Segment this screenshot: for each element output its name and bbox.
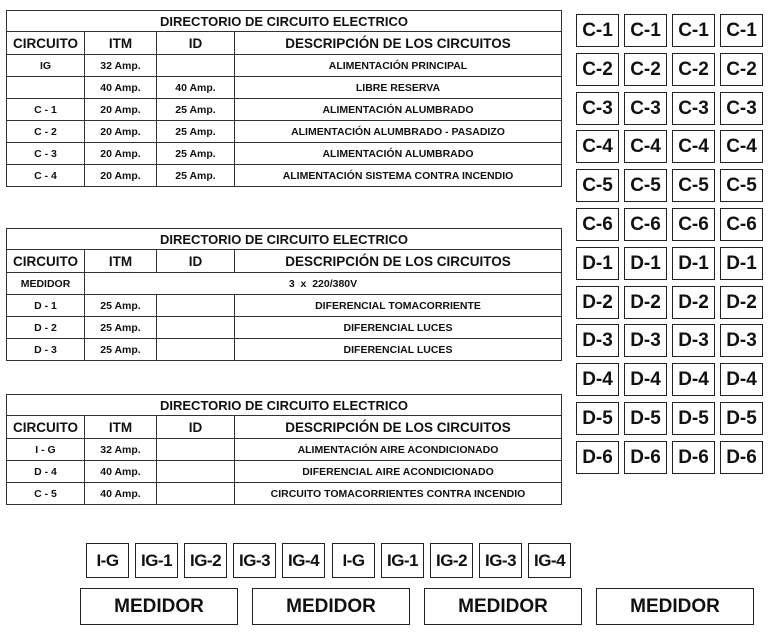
circuit-label: C-5 [720,169,763,202]
circuit-label: C-2 [576,53,619,86]
medidor-label: MEDIDOR [596,588,754,625]
table-row [7,339,562,361]
cell-descripcion: DIFERENCIAL TOMACORRIENTE [235,295,562,317]
breaker-label: IG-2 [430,543,473,578]
header-descripcion: DESCRIPCIÓN DE LOS CIRCUITOS [235,32,562,55]
circuit-label: D-6 [576,441,619,474]
cell-id: 25 Amp. [157,143,235,165]
circuit-label: D-5 [624,402,667,435]
circuit-label: C-2 [720,53,763,86]
circuit-label: C-3 [624,92,667,125]
cell-id [157,461,235,483]
header-itm: ITM [85,250,157,273]
circuit-label: C-3 [576,92,619,125]
circuit-label: C-3 [720,92,763,125]
circuit-label: C-4 [720,130,763,163]
table-row [7,439,562,461]
cell-itm: 25 Amp. [85,295,157,317]
header-circuito: CIRCUITO [7,250,85,273]
circuit-label: D-2 [720,286,763,319]
cell-circuito: C - 3 [7,143,85,165]
header-id: ID [157,250,235,273]
circuit-label: D-5 [576,402,619,435]
medidor-label: MEDIDOR [80,588,238,625]
table-row [7,77,562,99]
cell-itm: 32 Amp. [85,55,157,77]
circuit-label: D-3 [576,324,619,357]
medidor-label: MEDIDOR [424,588,582,625]
table-row [7,165,562,187]
cell-itm: 25 Amp. [85,339,157,361]
circuit-label: C-6 [720,208,763,241]
circuit-label: D-2 [672,286,715,319]
circuit-label: D-1 [624,247,667,280]
table-row [7,317,562,339]
cell-itm: 20 Amp. [85,165,157,187]
cell-circuito: D - 2 [7,317,85,339]
table-row [7,143,562,165]
cell-id: 25 Amp. [157,99,235,121]
circuit-label: D-4 [576,363,619,396]
breaker-label: I-G [86,543,129,578]
circuit-label: C-6 [624,208,667,241]
cell-id [157,483,235,505]
cell-descripcion: ALIMENTACIÓN ALUMBRADO [235,99,562,121]
circuit-label: C-6 [576,208,619,241]
table-title: DIRECTORIO DE CIRCUITO ELECTRICO [7,395,562,416]
header-descripcion: DESCRIPCIÓN DE LOS CIRCUITOS [235,416,562,439]
circuit-label: D-3 [672,324,715,357]
cell-circuito: C - 1 [7,99,85,121]
cell-descripcion: DIFERENCIAL LUCES [235,339,562,361]
cell-id [157,339,235,361]
cell-circuito: I - G [7,439,85,461]
cell-id [157,295,235,317]
circuit-label: C-4 [672,130,715,163]
table-row [7,55,562,77]
cell-itm: 20 Amp. [85,121,157,143]
circuit-label: D-1 [672,247,715,280]
cell-circuito: MEDIDOR [7,273,85,295]
breaker-label: IG-3 [233,543,276,578]
breaker-label: IG-2 [184,543,227,578]
header-descripcion: DESCRIPCIÓN DE LOS CIRCUITOS [235,250,562,273]
cell-descripcion: DIFERENCIAL AIRE ACONDICIONADO [235,461,562,483]
circuit-label: C-1 [624,14,667,47]
circuit-label: D-6 [720,441,763,474]
cell-circuito: C - 2 [7,121,85,143]
cell-id [157,55,235,77]
cell-itm: 20 Amp. [85,143,157,165]
cell-descripcion: ALIMENTACIÓN ALUMBRADO - PASADIZO [235,121,562,143]
breaker-label: IG-4 [528,543,571,578]
cell-circuito: C - 5 [7,483,85,505]
table-row [7,99,562,121]
header-id: ID [157,416,235,439]
cell-descripcion: ALIMENTACIÓN PRINCIPAL [235,55,562,77]
cell-id: 25 Amp. [157,165,235,187]
header-circuito: CIRCUITO [7,32,85,55]
circuit-label: D-3 [720,324,763,357]
cell-itm: 40 Amp. [85,77,157,99]
breaker-label: IG-4 [282,543,325,578]
cell-voltage: 3 x 220/380V [85,273,562,295]
circuit-label: D-3 [624,324,667,357]
cell-id: 40 Amp. [157,77,235,99]
circuit-label: D-6 [624,441,667,474]
circuit-label: D-1 [720,247,763,280]
cell-descripcion: ALIMENTACIÓN AIRE ACONDICIONADO [235,439,562,461]
circuit-label: C-1 [720,14,763,47]
circuit-label: D-4 [672,363,715,396]
circuit-directory-table-2 [6,228,562,361]
cell-id [157,317,235,339]
breaker-label: I-G [332,543,375,578]
breaker-label: IG-1 [135,543,178,578]
table-title: DIRECTORIO DE CIRCUITO ELECTRICO [7,229,562,250]
cell-circuito [7,77,85,99]
circuit-label: C-5 [624,169,667,202]
cell-circuito: IG [7,55,85,77]
circuit-label: D-1 [576,247,619,280]
circuit-label: C-2 [672,53,715,86]
table-row [7,121,562,143]
circuit-label: C-1 [576,14,619,47]
table-title: DIRECTORIO DE CIRCUITO ELECTRICO [7,11,562,32]
cell-descripcion: LIBRE RESERVA [235,77,562,99]
table-row [7,483,562,505]
cell-descripcion: ALIMENTACIÓN SISTEMA CONTRA INCENDIO [235,165,562,187]
circuit-directory-table-3 [6,394,562,505]
cell-circuito: D - 3 [7,339,85,361]
circuit-directory-table-1 [6,10,562,187]
medidor-label: MEDIDOR [252,588,410,625]
circuit-label: C-3 [672,92,715,125]
cell-itm: 32 Amp. [85,439,157,461]
cell-itm: 40 Amp. [85,483,157,505]
cell-circuito: C - 4 [7,165,85,187]
circuit-label: D-5 [672,402,715,435]
cell-itm: 20 Amp. [85,99,157,121]
cell-descripcion: DIFERENCIAL LUCES [235,317,562,339]
cell-circuito: D - 4 [7,461,85,483]
circuit-label: C-4 [624,130,667,163]
circuit-label: C-6 [672,208,715,241]
cell-descripcion: CIRCUITO TOMACORRIENTES CONTRA INCENDIO [235,483,562,505]
circuit-label: D-2 [624,286,667,319]
circuit-label: D-5 [720,402,763,435]
breaker-label: IG-3 [479,543,522,578]
header-id: ID [157,32,235,55]
circuit-label: D-4 [720,363,763,396]
circuit-label: D-4 [624,363,667,396]
circuit-label: C-2 [624,53,667,86]
circuit-label: D-6 [672,441,715,474]
circuit-label: C-5 [672,169,715,202]
medidor-row [7,273,562,295]
cell-itm: 40 Amp. [85,461,157,483]
circuit-label: C-1 [672,14,715,47]
cell-id [157,439,235,461]
header-itm: ITM [85,32,157,55]
header-circuito: CIRCUITO [7,416,85,439]
cell-id: 25 Amp. [157,121,235,143]
header-itm: ITM [85,416,157,439]
circuit-label: D-2 [576,286,619,319]
cell-itm: 25 Amp. [85,317,157,339]
cell-descripcion: ALIMENTACIÓN ALUMBRADO [235,143,562,165]
breaker-label: IG-1 [381,543,424,578]
table-row [7,461,562,483]
circuit-label: C-4 [576,130,619,163]
cell-circuito: D - 1 [7,295,85,317]
circuit-label: C-5 [576,169,619,202]
table-row [7,295,562,317]
